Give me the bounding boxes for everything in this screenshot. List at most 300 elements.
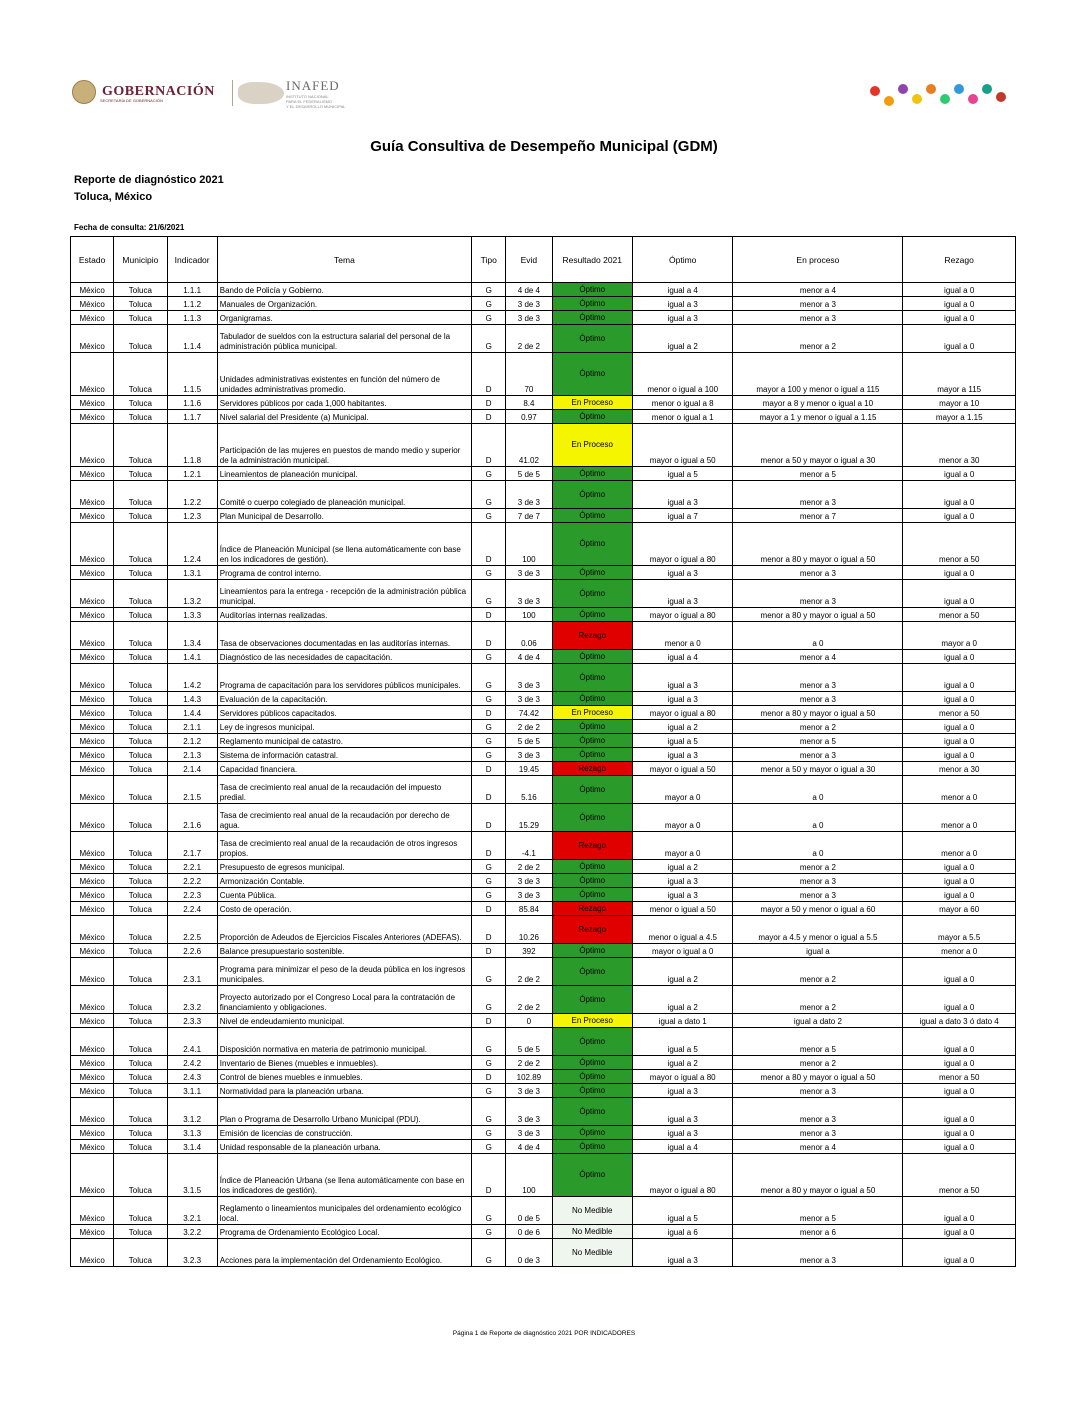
gobernacion-text: GOBERNACIÓN [102,84,215,99]
cell-tipo: D [472,608,506,622]
cell-municipio: Toluca [114,958,167,986]
consult-date: Fecha de consulta: 21/6/2021 [74,223,185,232]
cell-resultado: Rezago [552,916,632,944]
table-header-row [71,237,1016,283]
cell-estado: México [71,958,114,986]
cell-resultado: Óptimo [552,311,632,325]
cell-en-proceso: menor a 80 y mayor o igual a 50 [733,523,903,566]
cell-resultado: Óptimo [552,353,632,396]
cell-estado: México [71,509,114,523]
cell-en-proceso: menor a 50 y mayor o igual a 30 [733,762,903,776]
cell-resultado: Óptimo [552,509,632,523]
cell-resultado: Óptimo [552,1154,632,1197]
cell-tema: Emisión de licencias de construcción. [217,1126,471,1140]
cell-indicador: 2.4.3 [167,1070,217,1084]
cell-en-proceso: menor a 3 [733,664,903,692]
cell-resultado: Óptimo [552,664,632,692]
cell-estado: México [71,916,114,944]
cell-tipo: D [472,353,506,396]
cell-tipo: G [472,509,506,523]
cell-en-proceso: menor a 5 [733,1028,903,1056]
cell-indicador: 1.3.4 [167,622,217,650]
cell-resultado: Óptimo [552,467,632,481]
table-row [71,396,1016,410]
cell-rezago: igual a 0 [903,1056,1016,1070]
table-row [71,1126,1016,1140]
cell-municipio: Toluca [114,748,167,762]
report-subtitle: Reporte de diagnóstico 2021 [74,174,224,186]
cell-municipio: Toluca [114,916,167,944]
cell-en-proceso: menor a 3 [733,297,903,311]
cell-optimo: mayor a 0 [632,832,733,860]
cell-optimo: igual a 3 [632,748,733,762]
cell-indicador: 2.4.2 [167,1056,217,1070]
cell-rezago: menor a 30 [903,424,1016,467]
cell-resultado: Óptimo [552,860,632,874]
cell-optimo: igual a 3 [632,1098,733,1126]
cell-evid: 3 de 3 [506,888,552,902]
cell-evid: 2 de 2 [506,325,552,353]
cell-municipio: Toluca [114,424,167,467]
cell-tema: Programa para minimizar el peso de la deuda pública en los ingresos municipales. [217,958,471,986]
cell-tipo: D [472,762,506,776]
cell-optimo: mayor o igual a 80 [632,608,733,622]
cell-tipo: D [472,523,506,566]
cell-indicador: 1.3.1 [167,566,217,580]
cell-indicador: 3.2.3 [167,1239,217,1267]
cell-municipio: Toluca [114,832,167,860]
cell-optimo: igual a 3 [632,311,733,325]
cell-resultado: Rezago [552,832,632,860]
cell-resultado: Rezago [552,622,632,650]
table-row [71,664,1016,692]
cell-estado: México [71,1197,114,1225]
cell-tipo: G [472,720,506,734]
cell-en-proceso: igual a dato 2 [733,1014,903,1028]
cell-municipio: Toluca [114,325,167,353]
cell-tipo: G [472,1028,506,1056]
table-row [71,580,1016,608]
cell-tema: Capacidad financiera. [217,762,471,776]
cell-rezago: igual a 0 [903,1126,1016,1140]
cell-tema: Balance presupuestario sostenible. [217,944,471,958]
cell-tipo: G [472,283,506,297]
table-row [71,523,1016,566]
cell-evid: 3 de 3 [506,311,552,325]
cell-optimo: igual a 2 [632,1056,733,1070]
cell-resultado: Rezago [552,902,632,916]
cell-rezago: menor a 0 [903,944,1016,958]
cell-indicador: 2.1.7 [167,832,217,860]
cell-evid: 2 de 2 [506,1056,552,1070]
cell-municipio: Toluca [114,944,167,958]
cell-evid: 3 de 3 [506,664,552,692]
cell-en-proceso: menor a 3 [733,874,903,888]
cell-tipo: G [472,566,506,580]
cell-en-proceso: menor a 3 [733,692,903,706]
cell-estado: México [71,410,114,424]
cell-municipio: Toluca [114,396,167,410]
cell-indicador: 3.2.1 [167,1197,217,1225]
cell-evid: 2 de 2 [506,860,552,874]
cell-evid: 5.16 [506,776,552,804]
cell-indicador: 3.1.2 [167,1098,217,1126]
cell-estado: México [71,1070,114,1084]
cell-tema: Tasa de observaciones documentadas en las auditorías internas. [217,622,471,650]
cell-municipio: Toluca [114,734,167,748]
cell-resultado: En Proceso [552,424,632,467]
cell-indicador: 2.3.3 [167,1014,217,1028]
cell-tipo: G [472,986,506,1014]
cell-tipo: G [472,1239,506,1267]
inafed-subtext [286,94,346,109]
cell-tema: Normatividad para la planeación urbana. [217,1084,471,1098]
cell-resultado: En Proceso [552,1014,632,1028]
cell-resultado: En Proceso [552,706,632,720]
table-row [71,986,1016,1014]
page-title: Guía Consultiva de Desempeño Municipal (GDM) [370,138,718,155]
cell-rezago: mayor a 10 [903,396,1016,410]
cell-tema: Manuales de Organización. [217,297,471,311]
cell-municipio: Toluca [114,353,167,396]
cell-indicador: 1.4.2 [167,664,217,692]
table-row [71,832,1016,860]
cell-optimo: mayor o igual a 50 [632,762,733,776]
indicators-table [70,236,1016,1267]
cell-indicador: 3.1.3 [167,1126,217,1140]
cell-rezago: menor a 50 [903,706,1016,720]
cell-municipio: Toluca [114,608,167,622]
cell-estado: México [71,566,114,580]
cell-estado: México [71,580,114,608]
cell-en-proceso: menor a 3 [733,1098,903,1126]
cell-tipo: G [472,1197,506,1225]
cell-tipo: D [472,396,506,410]
cell-evid: 0.06 [506,622,552,650]
cell-municipio: Toluca [114,1070,167,1084]
cell-tema: Disposición normativa en materia de patrimonio municipal. [217,1028,471,1056]
cell-tema: Servidores públicos por cada 1,000 habitantes. [217,396,471,410]
cell-en-proceso: a 0 [733,804,903,832]
cell-rezago: igual a 0 [903,748,1016,762]
cell-tipo: D [472,944,506,958]
cell-tema: Tasa de crecimiento real anual de la recaudación del impuesto predial. [217,776,471,804]
cell-optimo: mayor o igual a 80 [632,706,733,720]
page-footer: Página 1 de Reporte de diagnóstico 2021 POR INDICADORES [452,1330,636,1337]
cell-municipio: Toluca [114,1056,167,1070]
cell-en-proceso: igual a [733,944,903,958]
cell-en-proceso: menor a 5 [733,1197,903,1225]
cell-optimo: igual a 4 [632,1140,733,1154]
cell-en-proceso: mayor a 100 y menor o igual a 115 [733,353,903,396]
cell-municipio: Toluca [114,776,167,804]
table-row [71,902,1016,916]
cell-rezago: igual a 0 [903,1239,1016,1267]
cell-rezago: igual a 0 [903,734,1016,748]
cell-optimo: mayor o igual a 80 [632,1070,733,1084]
cell-optimo: mayor a 0 [632,776,733,804]
cell-municipio: Toluca [114,1014,167,1028]
logo-divider [232,80,233,106]
cell-tipo: D [472,832,506,860]
cell-tipo: G [472,297,506,311]
cell-resultado: Óptimo [552,523,632,566]
cell-evid: 102.89 [506,1070,552,1084]
cell-rezago: igual a 0 [903,467,1016,481]
cell-tema: Inventario de Bienes (muebles e inmuebles). [217,1056,471,1070]
cell-tipo: G [472,325,506,353]
cell-optimo: mayor o igual a 50 [632,424,733,467]
cell-tema: Servidores públicos capacitados. [217,706,471,720]
cell-evid: 3 de 3 [506,1098,552,1126]
cell-resultado: Óptimo [552,566,632,580]
cell-rezago: mayor a 1.15 [903,410,1016,424]
cell-en-proceso: a 0 [733,776,903,804]
cell-en-proceso: menor a 2 [733,720,903,734]
col-header: Resultado 2021 [552,237,632,283]
table-row [71,1154,1016,1197]
cell-optimo: menor a 0 [632,622,733,650]
cell-en-proceso: menor a 2 [733,1056,903,1070]
cell-municipio: Toluca [114,481,167,509]
cell-tipo: G [472,1225,506,1239]
cell-en-proceso: menor a 3 [733,481,903,509]
cell-optimo: igual a 5 [632,734,733,748]
cell-tema: Nivel salarial del Presidente (a) Municipal. [217,410,471,424]
cell-rezago: igual a 0 [903,720,1016,734]
cell-estado: México [71,523,114,566]
cell-indicador: 2.1.5 [167,776,217,804]
inafed-sub-line: PARA EL FEDERALISMO [286,99,333,104]
cell-resultado: Óptimo [552,748,632,762]
cell-indicador: 2.2.5 [167,916,217,944]
cell-rezago: igual a 0 [903,692,1016,706]
cell-tema: Costo de operación. [217,902,471,916]
cell-tipo: G [472,692,506,706]
cell-optimo: igual a 4 [632,283,733,297]
cell-estado: México [71,1225,114,1239]
cell-estado: México [71,1140,114,1154]
cell-municipio: Toluca [114,1197,167,1225]
cell-municipio: Toluca [114,410,167,424]
cell-municipio: Toluca [114,622,167,650]
col-header: Municipio [114,237,167,283]
cell-tipo: D [472,1154,506,1197]
cell-resultado: Óptimo [552,1070,632,1084]
cell-evid: 10.26 [506,916,552,944]
cell-tema: Tasa de crecimiento real anual de la recaudación de otros ingresos propios. [217,832,471,860]
cell-estado: México [71,860,114,874]
cell-tema: Proyecto autorizado por el Congreso Local para la contratación de financiamiento y obligaciones. [217,986,471,1014]
cell-tema: Armonización Contable. [217,874,471,888]
cell-rezago: menor a 50 [903,523,1016,566]
cell-optimo: igual a 7 [632,509,733,523]
table-row [71,944,1016,958]
cell-resultado: Óptimo [552,1140,632,1154]
cell-estado: México [71,283,114,297]
cell-tema: Auditorías internas realizadas. [217,608,471,622]
cell-estado: México [71,622,114,650]
cell-estado: México [71,1084,114,1098]
cell-resultado: Óptimo [552,720,632,734]
cell-tema: Reglamento municipal de catastro. [217,734,471,748]
cell-tipo: D [472,424,506,467]
cell-indicador: 3.1.4 [167,1140,217,1154]
cell-en-proceso: mayor a 8 y menor o igual a 10 [733,396,903,410]
cell-en-proceso: mayor a 4.5 y menor o igual a 5.5 [733,916,903,944]
gobernacion-subtext: SECRETARÍA DE GOBERNACIÓN [100,98,163,103]
cell-evid: 100 [506,1154,552,1197]
cell-evid: 5 de 5 [506,467,552,481]
cell-rezago: igual a 0 [903,1197,1016,1225]
cell-indicador: 3.2.2 [167,1225,217,1239]
cell-municipio: Toluca [114,1098,167,1126]
cell-en-proceso: menor a 2 [733,986,903,1014]
cell-tema: Unidad responsable de la planeación urbana. [217,1140,471,1154]
cell-indicador: 2.3.2 [167,986,217,1014]
cell-tipo: D [472,1014,506,1028]
cell-indicador: 1.1.2 [167,297,217,311]
cell-municipio: Toluca [114,706,167,720]
table-row [71,650,1016,664]
cell-indicador: 1.4.1 [167,650,217,664]
cell-resultado: Óptimo [552,874,632,888]
cell-tema: Sistema de información catastral. [217,748,471,762]
table-row [71,734,1016,748]
cell-optimo: igual a 3 [632,692,733,706]
cell-en-proceso: menor a 3 [733,748,903,762]
cell-evid: 4 de 4 [506,1140,552,1154]
cell-resultado: Óptimo [552,1056,632,1070]
cell-resultado: No Medible [552,1225,632,1239]
cell-tipo: D [472,902,506,916]
cell-estado: México [71,692,114,706]
cell-tipo: G [472,580,506,608]
cell-resultado: Óptimo [552,1126,632,1140]
cell-tipo: G [472,1084,506,1098]
cell-optimo: mayor o igual a 0 [632,944,733,958]
cell-rezago: igual a 0 [903,297,1016,311]
col-header: En proceso [733,237,903,283]
page-header [72,78,1016,114]
cell-tipo: D [472,410,506,424]
cell-rezago: igual a 0 [903,1084,1016,1098]
cell-estado: México [71,650,114,664]
cell-resultado: Rezago [552,762,632,776]
cell-optimo: menor o igual a 50 [632,902,733,916]
cell-estado: México [71,1239,114,1267]
cell-en-proceso: menor a 3 [733,1084,903,1098]
cell-evid: 3 de 3 [506,1126,552,1140]
cell-municipio: Toluca [114,720,167,734]
cell-rezago: igual a 0 [903,509,1016,523]
cell-tipo: G [472,1056,506,1070]
cell-optimo: igual a 3 [632,580,733,608]
cell-tema: Programa de control interno. [217,566,471,580]
cell-indicador: 2.2.1 [167,860,217,874]
cell-rezago: igual a 0 [903,566,1016,580]
cell-resultado: Óptimo [552,650,632,664]
cell-evid: 3 de 3 [506,874,552,888]
cell-indicador: 2.2.2 [167,874,217,888]
cell-estado: México [71,297,114,311]
cell-evid: 0 de 3 [506,1239,552,1267]
cell-evid: 100 [506,523,552,566]
cell-optimo: igual a 3 [632,1126,733,1140]
cell-municipio: Toluca [114,664,167,692]
cell-estado: México [71,608,114,622]
cell-en-proceso: menor a 3 [733,888,903,902]
cell-tema: Participación de las mujeres en puestos de mando medio y superior de la administración municipal. [217,424,471,467]
cell-optimo: igual a 2 [632,986,733,1014]
cell-tipo: G [472,874,506,888]
cell-en-proceso: menor a 3 [733,580,903,608]
cell-tema: Índice de Planeación Municipal (se llena automáticamente con base en los indicadores de gestión). [217,523,471,566]
cell-en-proceso: menor a 80 y mayor o igual a 50 [733,706,903,720]
cell-estado: México [71,748,114,762]
cell-optimo: igual a 3 [632,1084,733,1098]
cell-estado: México [71,734,114,748]
cell-evid: 3 de 3 [506,580,552,608]
cell-resultado: No Medible [552,1239,632,1267]
place-subtitle: Toluca, México [74,191,153,203]
cell-evid: 0 [506,1014,552,1028]
cell-evid: 2 de 2 [506,986,552,1014]
col-header: Óptimo [632,237,733,283]
cell-evid: 85.84 [506,902,552,916]
cell-en-proceso: menor a 3 [733,1126,903,1140]
cell-resultado: En Proceso [552,396,632,410]
table-row [71,1084,1016,1098]
table-row [71,1014,1016,1028]
table-row [71,1056,1016,1070]
cell-rezago: menor a 0 [903,776,1016,804]
cell-municipio: Toluca [114,1126,167,1140]
table-row [71,608,1016,622]
cell-rezago: igual a 0 [903,1098,1016,1126]
cell-optimo: mayor a 0 [632,804,733,832]
cell-en-proceso: a 0 [733,622,903,650]
cell-tipo: G [472,481,506,509]
table-row [71,958,1016,986]
seal-icon [72,80,96,104]
cell-estado: México [71,353,114,396]
cell-evid: 3 de 3 [506,566,552,580]
cell-tipo: G [472,860,506,874]
cell-tipo: G [472,311,506,325]
cell-estado: México [71,467,114,481]
cell-rezago: menor a 30 [903,762,1016,776]
cell-tema: Evaluación de la capacitación. [217,692,471,706]
table-row [71,325,1016,353]
cell-tema: Organigramas. [217,311,471,325]
cell-tipo: D [472,804,506,832]
cell-evid: 3 de 3 [506,481,552,509]
cell-tema: Lineamientos para la entrega - recepción de la administración pública municipal. [217,580,471,608]
cell-resultado: Óptimo [552,608,632,622]
cell-resultado: Óptimo [552,804,632,832]
cell-municipio: Toluca [114,580,167,608]
cell-rezago: mayor a 115 [903,353,1016,396]
cell-indicador: 3.1.1 [167,1084,217,1098]
cell-tema: Plan o Programa de Desarrollo Urbano Municipal (PDU). [217,1098,471,1126]
cell-en-proceso: menor a 3 [733,1239,903,1267]
cell-rezago: igual a 0 [903,664,1016,692]
cell-indicador: 2.2.4 [167,902,217,916]
cell-tema: Acciones para la implementación del Ordenamiento Ecológico. [217,1239,471,1267]
cell-estado: México [71,902,114,916]
cell-rezago: igual a 0 [903,311,1016,325]
